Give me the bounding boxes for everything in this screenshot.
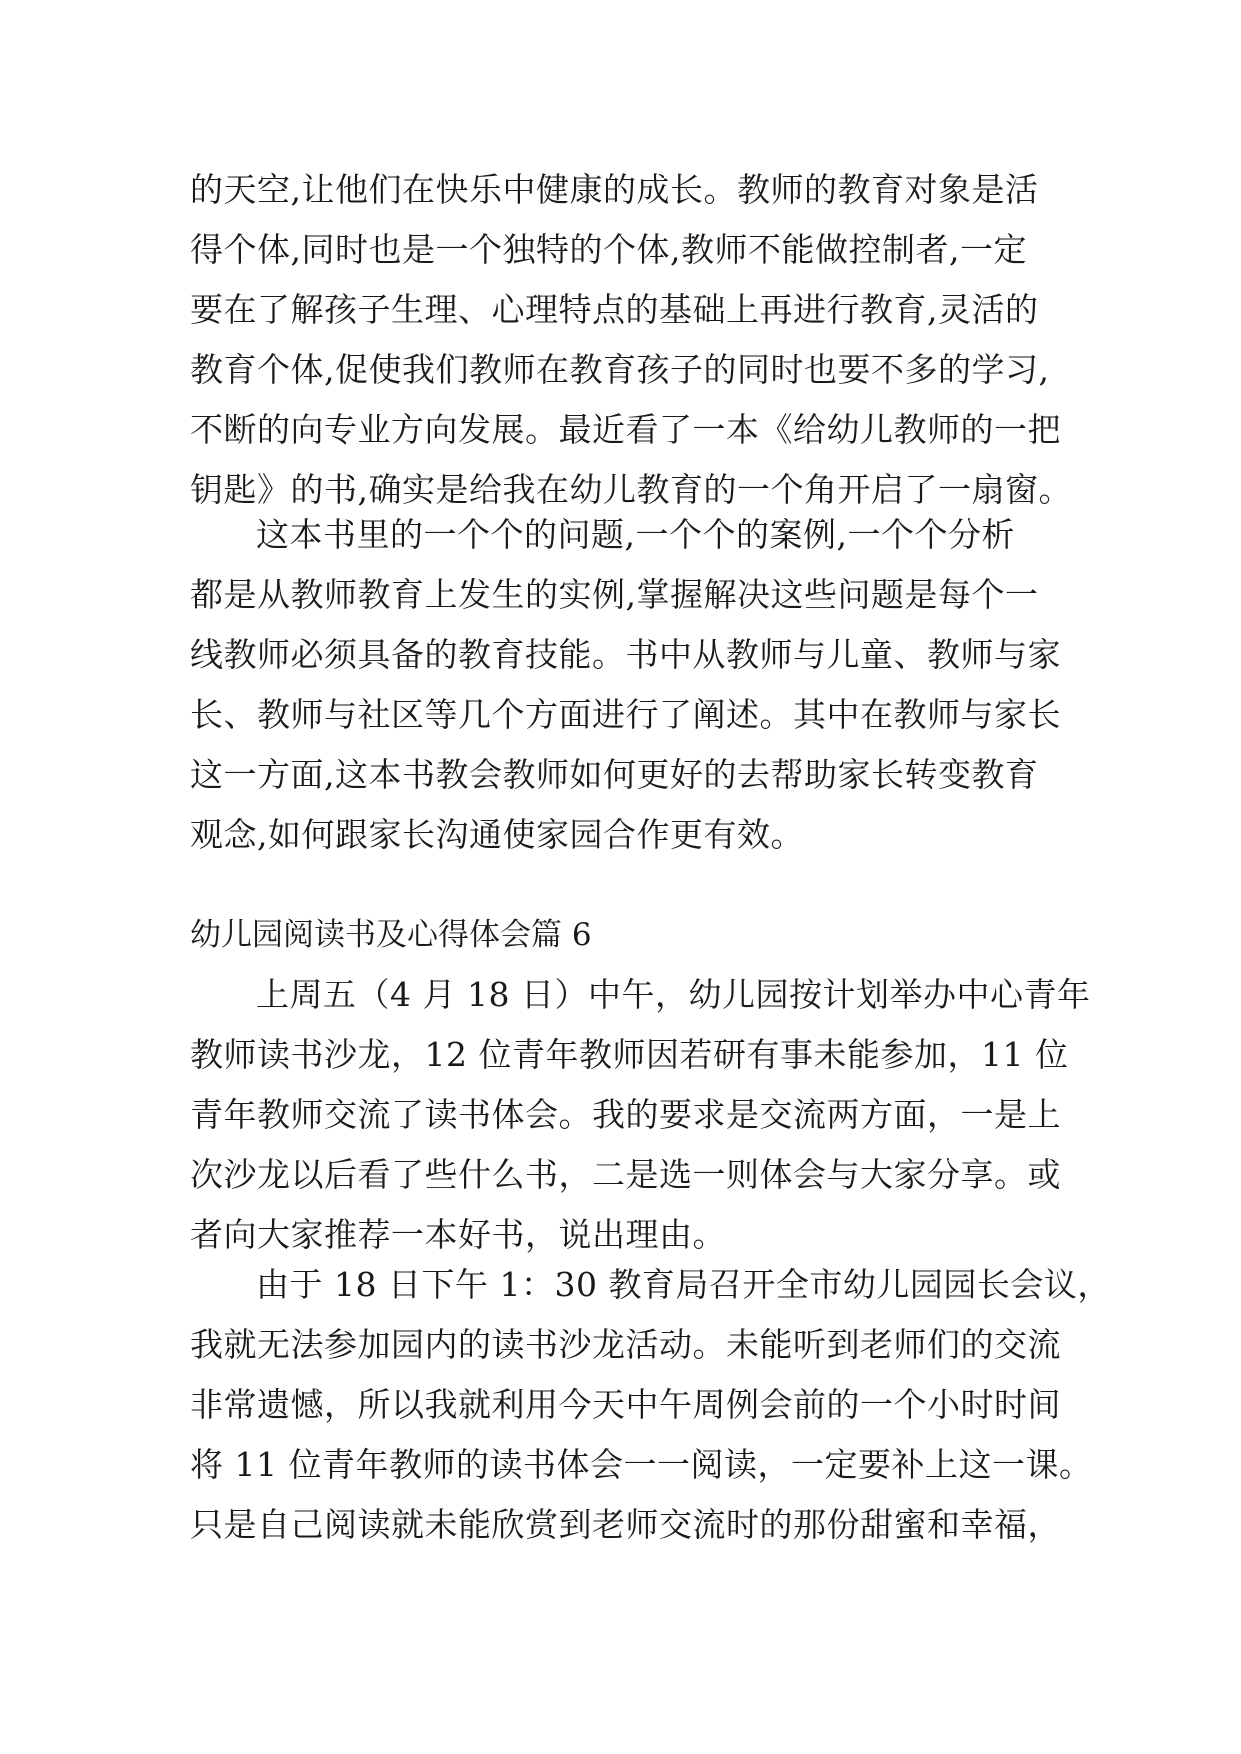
text-line: 上周五（4 月 18 日）中午，幼儿园按计划举办中心青年 <box>256 975 1091 1014</box>
text-line: 非常遗憾，所以我就利用今天中午周例会前的一个小时时间 <box>190 1385 1061 1424</box>
text-line: 这一方面,这本书教会教师如何更好的去帮助家长转变教育 <box>190 755 1039 794</box>
text-line: 将 11 位青年教师的读书体会一一阅读，一定要补上这一课。 <box>190 1445 1093 1484</box>
section-heading-block <box>190 905 1060 965</box>
text-line: 教育个体,促使我们教师在教育孩子的同时也要不多的学习, <box>190 350 1050 389</box>
text-line: 这本书里的一个个的问题,一个个的案例,一个个分析 <box>256 515 1015 554</box>
text-line: 青年教师交流了读书体会。我的要求是交流两方面，一是上 <box>190 1095 1061 1134</box>
text-line: 线教师必须具备的教育技能。书中从教师与儿童、教师与家 <box>190 635 1061 674</box>
paragraph-salon <box>190 965 1091 1265</box>
text-line: 都是从教师教育上发生的实例,掌握解决这些问题是每个一 <box>190 575 1039 614</box>
text-line: 要在了解孩子生理、心理特点的基础上再进行教育,灵活的 <box>190 290 1039 329</box>
text-line: 长、教师与社区等几个方面进行了阐述。其中在教师与家长 <box>190 695 1061 734</box>
text-line: 钥匙》的书,确实是给我在幼儿教育的一个角开启了一扇窗。 <box>190 470 1072 509</box>
paragraph-continued <box>190 160 1072 520</box>
text-line: 观念,如何跟家长沟通使家园合作更有效。 <box>190 815 804 854</box>
text-line: 的天空,让他们在快乐中健康的成长。教师的教育对象是活 <box>190 170 1039 209</box>
text-line: 者向大家推荐一本好书，说出理由。 <box>190 1215 726 1254</box>
text-line: 不断的向专业方向发展。最近看了一本《给幼儿教师的一把 <box>190 410 1061 449</box>
paragraph-book-review <box>190 505 1060 865</box>
text-line: 我就无法参加园内的读书沙龙活动。未能听到老师们的交流 <box>190 1325 1061 1364</box>
text-line: 教师读书沙龙，12 位青年教师因若研有事未能参加，11 位 <box>190 1035 1069 1074</box>
text-line: 只是自己阅读就未能欣赏到老师交流时的那份甜蜜和幸福， <box>190 1505 1061 1544</box>
paragraph-meeting <box>190 1255 1111 1555</box>
text-line: 次沙龙以后看了些什么书，二是选一则体会与大家分享。或 <box>190 1155 1061 1194</box>
section-heading: 幼儿园阅读书及心得体会篇 6 <box>190 917 592 953</box>
text-line: 由于 18 日下午 1：30 教育局召开全市幼儿园园长会议， <box>256 1265 1111 1304</box>
text-line: 得个体,同时也是一个独特的个体,教师不能做控制者,一定 <box>190 230 1027 269</box>
